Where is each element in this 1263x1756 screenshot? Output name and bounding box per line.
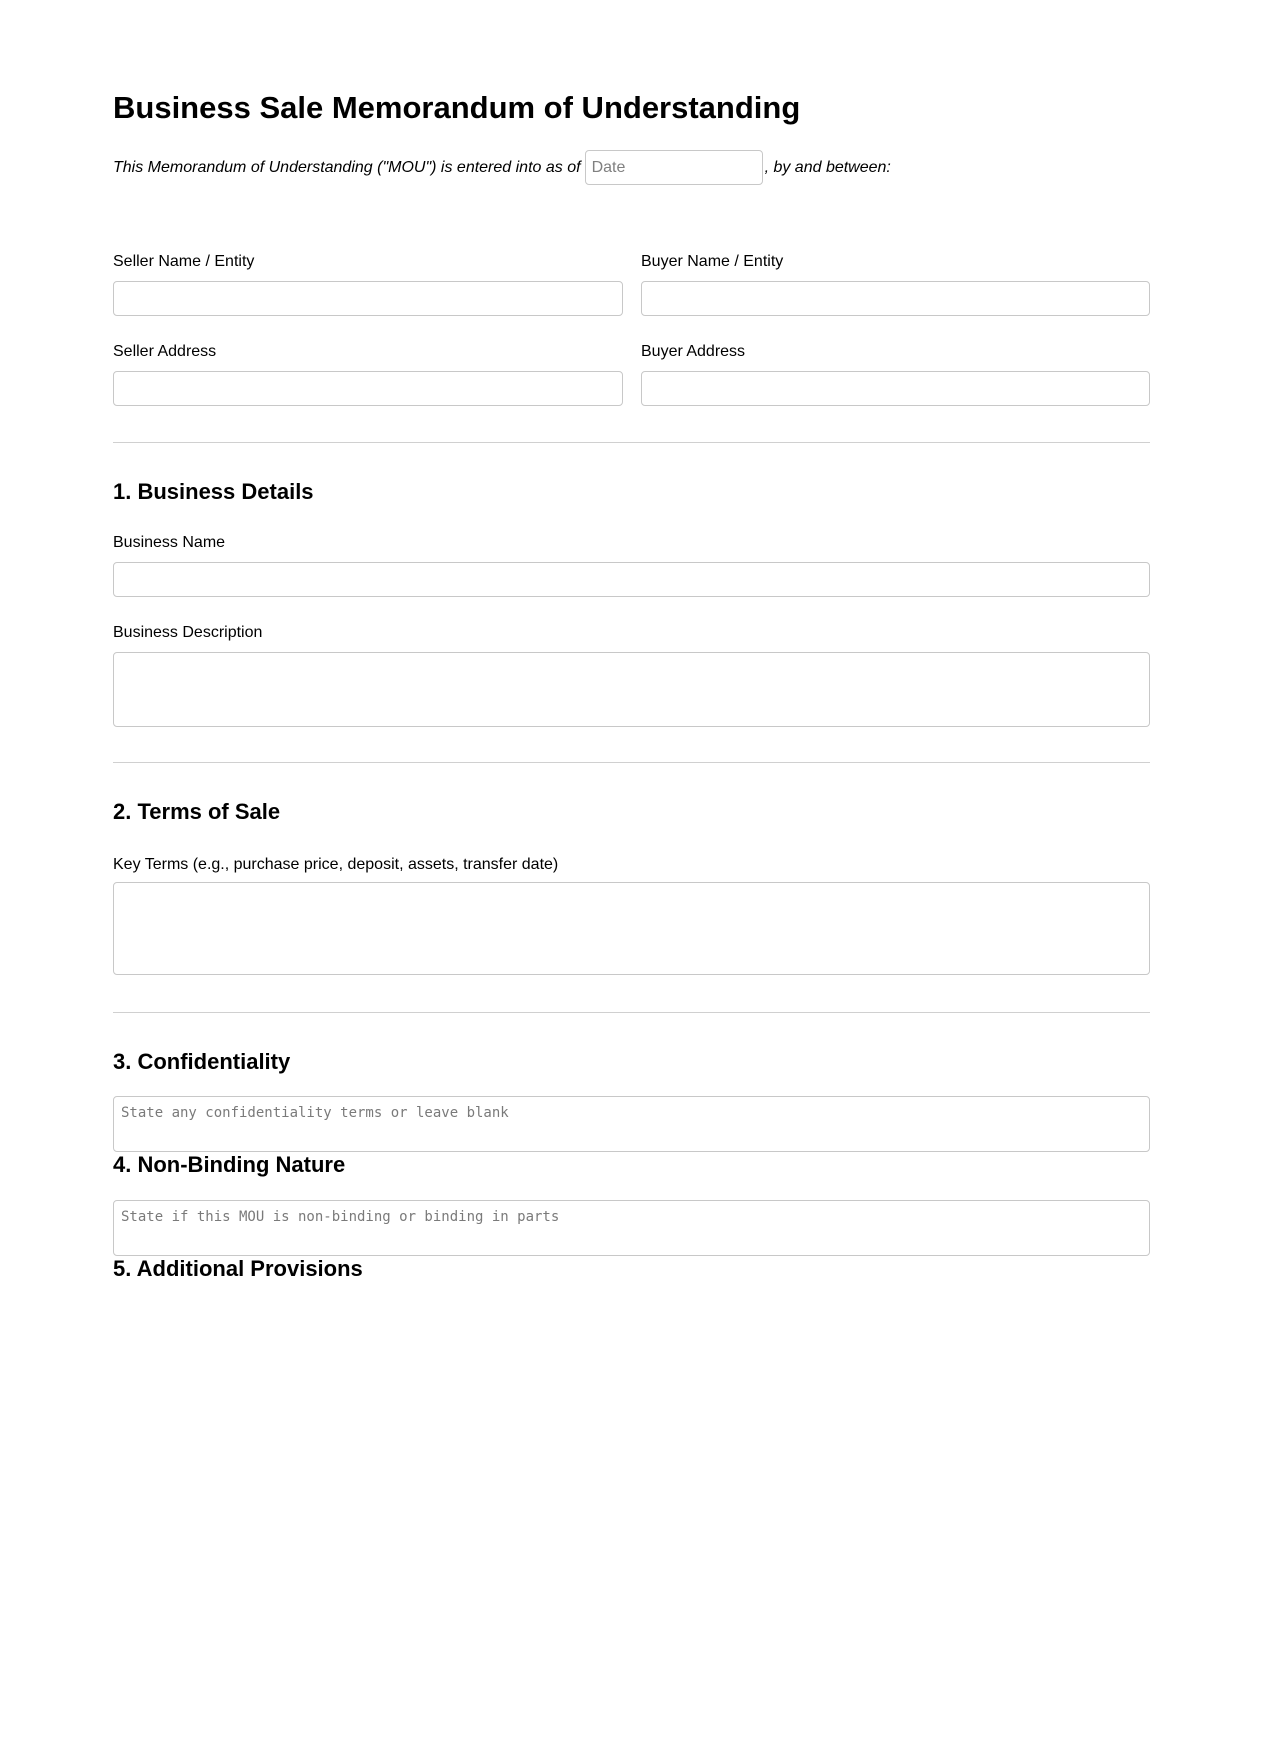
seller-address-input[interactable]: [113, 371, 623, 406]
intro-text-after: , by and between:: [764, 158, 891, 176]
divider: [113, 442, 1150, 443]
buyer-name-input[interactable]: [641, 281, 1150, 316]
section-title-business-details: 1. Business Details: [113, 479, 314, 504]
business-name-input[interactable]: [113, 562, 1150, 597]
section-title-terms-of-sale: 2. Terms of Sale: [113, 799, 281, 824]
business-description-label: Business Description: [113, 624, 263, 641]
section-title-confidentiality: 3. Confidentiality: [113, 1049, 291, 1074]
page-title: Business Sale Memorandum of Understanding: [113, 90, 801, 125]
seller-name-input[interactable]: [113, 281, 623, 316]
buyer-address-input[interactable]: [641, 371, 1150, 406]
intro-text-before: This Memorandum of Understanding ("MOU") is entered into as of: [113, 158, 581, 176]
intro-line: [113, 150, 891, 185]
divider: [113, 1012, 1150, 1013]
business-name-label: Business Name: [113, 534, 226, 551]
seller-name-label: Seller Name / Entity: [113, 253, 255, 270]
buyer-name-label: Buyer Name / Entity: [641, 253, 784, 270]
business-description-textarea[interactable]: [113, 652, 1150, 727]
confidentiality-textarea[interactable]: [113, 1096, 1150, 1152]
buyer-address-label: Buyer Address: [641, 343, 746, 360]
divider: [113, 762, 1150, 763]
non-binding-textarea[interactable]: [113, 1200, 1150, 1256]
seller-address-label: Seller Address: [113, 343, 217, 360]
key-terms-label: Key Terms (e.g., purchase price, deposit, assets, transfer date): [113, 856, 559, 873]
section-title-additional-provisions: 5. Additional Provisions: [113, 1256, 363, 1281]
key-terms-textarea[interactable]: [113, 882, 1150, 975]
section-title-non-binding-nature: 4. Non-Binding Nature: [113, 1152, 346, 1177]
date-input[interactable]: [585, 150, 763, 185]
